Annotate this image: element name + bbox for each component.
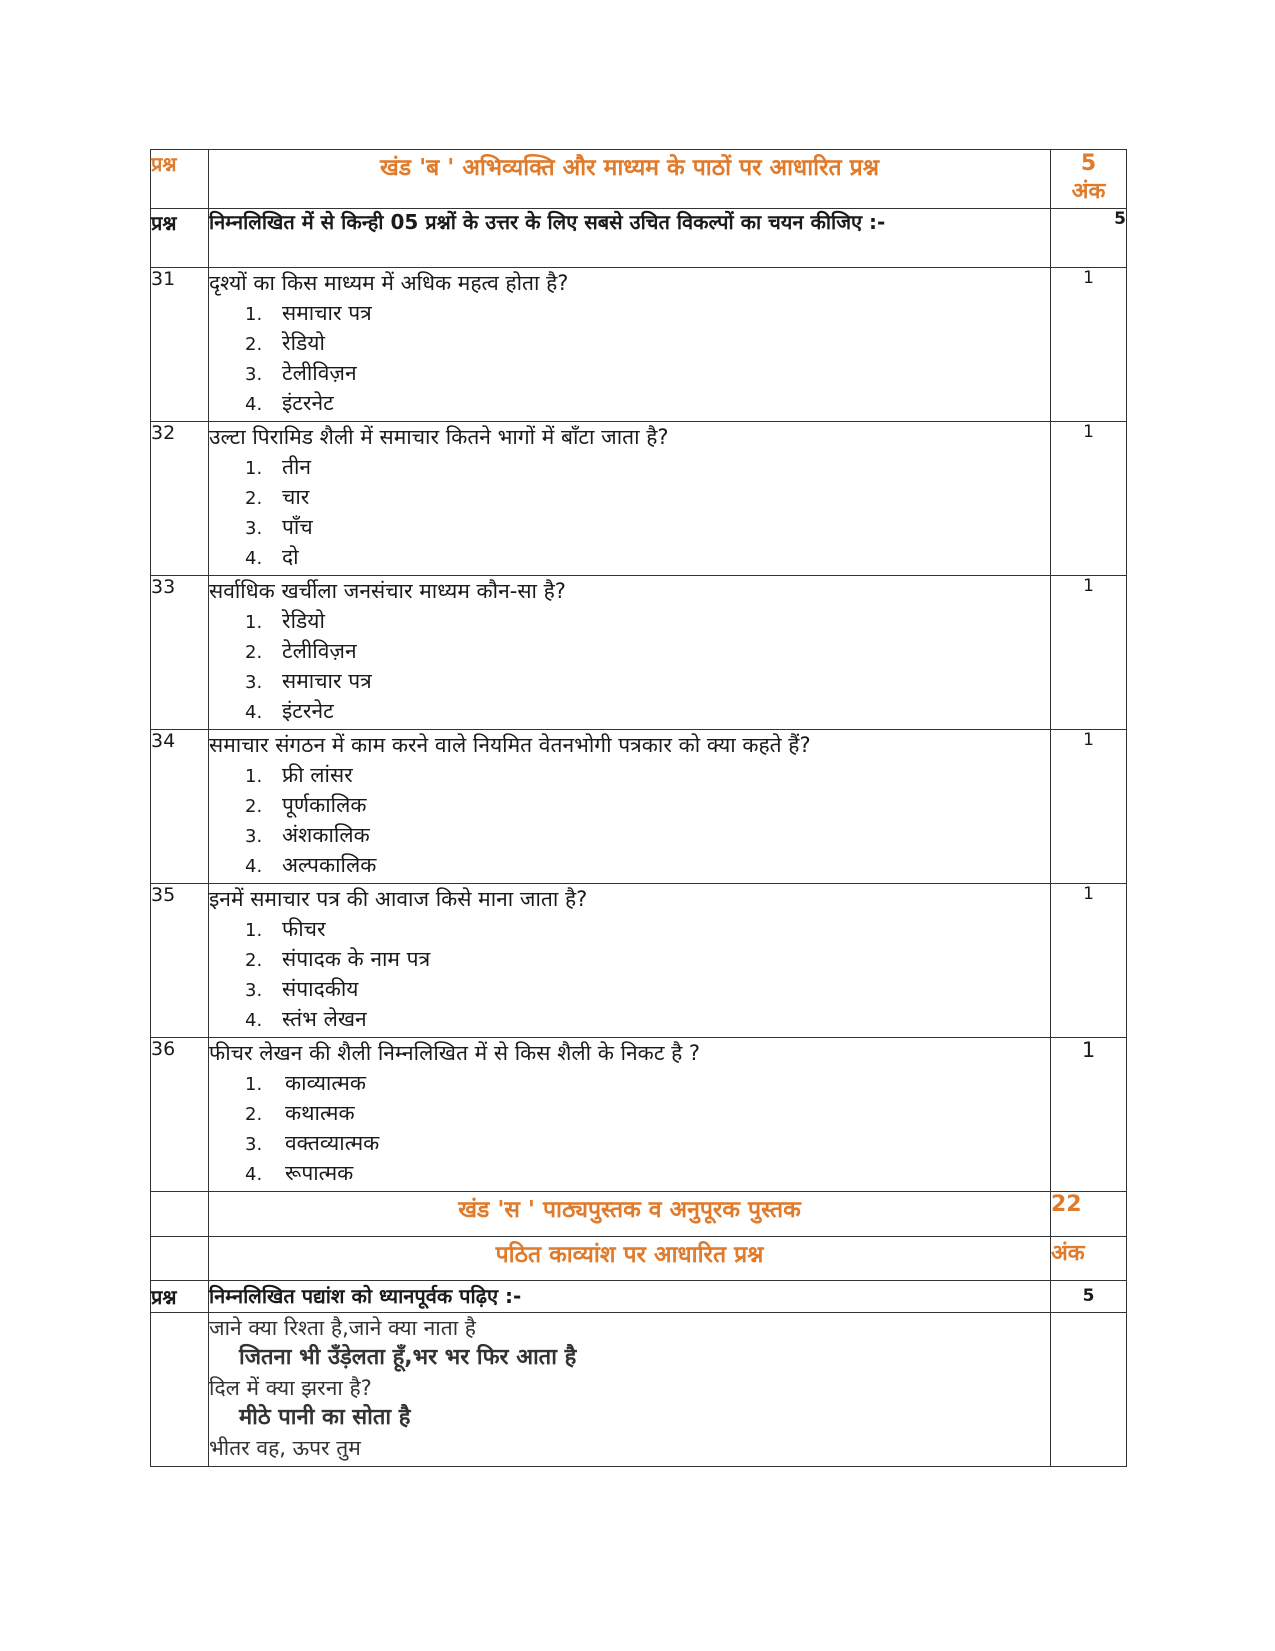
question-marks: 1 xyxy=(1051,730,1127,884)
option-item xyxy=(245,298,1050,328)
section-c-title: खंड 'स ' पाठ्यपुस्तक व अनुपूरक पुस्तक xyxy=(209,1192,1051,1237)
question-text: उल्टा पिरामिड शैली में समाचार कितने भागों में बाँटा जाता है? xyxy=(209,425,669,449)
option-number: 3. xyxy=(245,1134,263,1155)
poem-marks-cell xyxy=(1051,1313,1127,1467)
option-number: 2. xyxy=(245,1104,263,1125)
question-number: 34 xyxy=(151,730,209,884)
option-item xyxy=(245,512,1050,542)
option-number: 1. xyxy=(245,458,263,479)
question-number: 31 xyxy=(151,268,209,422)
option-list xyxy=(209,760,1050,880)
poem-line: भीतर वह, ऊपर तुम xyxy=(209,1436,361,1460)
poem-section-title: पठित काव्यांश पर आधारित प्रश्न xyxy=(209,1237,1051,1281)
question-row xyxy=(151,884,1127,1038)
option-number: 3. xyxy=(245,826,263,847)
question-row xyxy=(151,1038,1127,1192)
option-number: 4. xyxy=(245,702,263,723)
option-item xyxy=(245,944,1050,974)
question-body xyxy=(209,422,1051,576)
option-text: काव्यात्मक xyxy=(285,1071,366,1095)
option-item xyxy=(245,820,1050,850)
poem-line: जितना भी उँड़ेलता हूँ,भर भर फिर आता है xyxy=(239,1345,577,1370)
poem-line: दिल में क्या झरना है? xyxy=(209,1376,372,1400)
option-item xyxy=(245,666,1050,696)
option-number: 1. xyxy=(245,304,263,325)
option-text: चार xyxy=(282,485,310,509)
question-body xyxy=(209,268,1051,422)
question-number: 33 xyxy=(151,576,209,730)
section-b-marks xyxy=(1051,150,1127,209)
option-text: फीचर xyxy=(282,917,326,941)
section-b-title: खंड 'ब ' अभिव्यक्ति और माध्यम के पाठों पर आधारित प्रश्न xyxy=(209,150,1051,209)
option-number: 3. xyxy=(245,364,263,385)
option-item xyxy=(245,542,1050,572)
question-number: 32 xyxy=(151,422,209,576)
option-item xyxy=(245,760,1050,790)
poem-body xyxy=(209,1313,1051,1467)
instruction-c-marks: 5 xyxy=(1051,1281,1127,1313)
question-body xyxy=(209,1038,1051,1192)
option-number: 3. xyxy=(245,518,263,539)
option-text: रेडियो xyxy=(282,609,325,633)
option-text: इंटरनेट xyxy=(282,391,334,415)
option-text: कथात्मक xyxy=(285,1101,355,1125)
option-number: 1. xyxy=(245,612,263,633)
option-item xyxy=(245,974,1050,1004)
option-item xyxy=(245,1158,1050,1188)
option-number: 4. xyxy=(245,1010,263,1031)
poem-row xyxy=(151,1313,1127,1467)
option-number: 1. xyxy=(245,920,263,941)
poem-section-empty-cell xyxy=(151,1237,209,1281)
question-body xyxy=(209,576,1051,730)
option-number: 4. xyxy=(245,394,263,415)
poem-section-header-row xyxy=(151,1237,1127,1281)
option-item xyxy=(245,452,1050,482)
option-item xyxy=(245,1004,1050,1034)
option-number: 4. xyxy=(245,548,263,569)
option-text: रूपात्मक xyxy=(285,1161,354,1185)
question-number: 36 xyxy=(151,1038,209,1192)
option-item xyxy=(245,790,1050,820)
option-number: 2. xyxy=(245,334,263,355)
option-number: 4. xyxy=(245,856,263,877)
option-list xyxy=(209,1068,1050,1188)
instruction-b-text: निम्नलिखित में से किन्ही 05 प्रश्नों के उत्तर के लिए सबसे उचित विकल्पों का चयन कीजिए :- xyxy=(209,209,1051,268)
question-paper-table xyxy=(150,149,1127,1467)
section-b-marks-value: 5 xyxy=(1080,151,1097,176)
option-text: टेलीविज़न xyxy=(282,361,357,385)
option-text: रेडियो xyxy=(282,331,325,355)
question-marks: 1 xyxy=(1051,422,1127,576)
option-item xyxy=(245,388,1050,418)
instruction-c-label: प्रश्न xyxy=(151,1281,209,1313)
question-number: 35 xyxy=(151,884,209,1038)
option-number: 2. xyxy=(245,642,263,663)
option-text: अंशकालिक xyxy=(282,823,370,847)
option-number: 3. xyxy=(245,672,263,693)
option-item xyxy=(245,482,1050,512)
poem-empty-cell xyxy=(151,1313,209,1467)
option-number: 1. xyxy=(245,766,263,787)
question-row xyxy=(151,422,1127,576)
question-row xyxy=(151,268,1127,422)
option-item xyxy=(245,358,1050,388)
question-marks: 1 xyxy=(1051,268,1127,422)
question-row xyxy=(151,576,1127,730)
section-b-marks-unit: अंक xyxy=(1071,179,1106,204)
option-text: संपादकीय xyxy=(282,977,359,1001)
option-item xyxy=(245,850,1050,880)
option-number: 4. xyxy=(245,1164,263,1185)
section-c-marks: 22 xyxy=(1051,1192,1127,1237)
option-text: संपादक के नाम पत्र xyxy=(282,947,431,971)
option-text: पूर्णकालिक xyxy=(282,793,367,817)
option-text: टेलीविज़न xyxy=(282,639,357,663)
option-list xyxy=(209,298,1050,418)
question-row xyxy=(151,730,1127,884)
question-text: इनमें समाचार पत्र की आवाज किसे माना जाता है? xyxy=(209,887,588,911)
option-item xyxy=(245,328,1050,358)
option-text: तीन xyxy=(282,455,312,479)
option-number: 3. xyxy=(245,980,263,1001)
option-number: 2. xyxy=(245,796,263,817)
section-b-label: प्रश्न xyxy=(151,150,209,209)
question-marks: 1 xyxy=(1051,884,1127,1038)
question-body xyxy=(209,730,1051,884)
option-text: अल्पकालिक xyxy=(282,853,377,877)
option-list xyxy=(209,606,1050,726)
question-text: सर्वाधिक खर्चीला जनसंचार माध्यम कौन-सा है? xyxy=(209,579,566,603)
instruction-b-label: प्रश्न xyxy=(151,209,209,268)
option-text: समाचार पत्र xyxy=(282,301,372,325)
instruction-c-row xyxy=(151,1281,1127,1313)
question-text: समाचार संगठन में काम करने वाले नियमित वेतनभोगी पत्रकार को क्या कहते हैं? xyxy=(209,733,811,757)
option-text: स्तंभ लेखन xyxy=(282,1007,367,1031)
poem-line: मीठे पानी का सोता है xyxy=(239,1405,411,1430)
option-text: दो xyxy=(282,545,299,569)
question-text: फीचर लेखन की शैली निम्नलिखित में से किस शैली के निकट है ? xyxy=(209,1041,701,1065)
section-c-header-row xyxy=(151,1192,1127,1237)
question-text: दृश्यों का किस माध्यम में अधिक महत्व होता है? xyxy=(209,271,569,295)
instruction-b-marks: 5 xyxy=(1051,209,1127,268)
option-item xyxy=(245,1128,1050,1158)
option-item xyxy=(245,914,1050,944)
poem-section-marks-unit: अंक xyxy=(1051,1237,1127,1281)
instruction-b-row xyxy=(151,209,1127,268)
question-marks: 1 xyxy=(1051,576,1127,730)
option-item xyxy=(245,1068,1050,1098)
option-text: फ्री लांसर xyxy=(282,763,353,787)
option-number: 2. xyxy=(245,488,263,509)
option-text: इंटरनेट xyxy=(282,699,334,723)
option-list xyxy=(209,452,1050,572)
option-number: 1. xyxy=(245,1074,263,1095)
question-marks: 1 xyxy=(1051,1038,1127,1192)
poem-line: जाने क्या रिश्ता है,जाने क्या नाता है xyxy=(209,1316,476,1340)
option-item xyxy=(245,606,1050,636)
option-text: समाचार पत्र xyxy=(282,669,372,693)
option-list xyxy=(209,914,1050,1034)
option-item xyxy=(245,636,1050,666)
option-text: पाँच xyxy=(282,515,313,539)
option-item xyxy=(245,1098,1050,1128)
option-text: वक्तव्यात्मक xyxy=(285,1131,380,1155)
instruction-c-text: निम्नलिखित पद्यांश को ध्यानपूर्वक पढ़िए :- xyxy=(209,1281,1051,1313)
option-number: 2. xyxy=(245,950,263,971)
question-body xyxy=(209,884,1051,1038)
option-item xyxy=(245,696,1050,726)
section-c-empty-cell xyxy=(151,1192,209,1237)
section-b-header-row xyxy=(151,150,1127,209)
